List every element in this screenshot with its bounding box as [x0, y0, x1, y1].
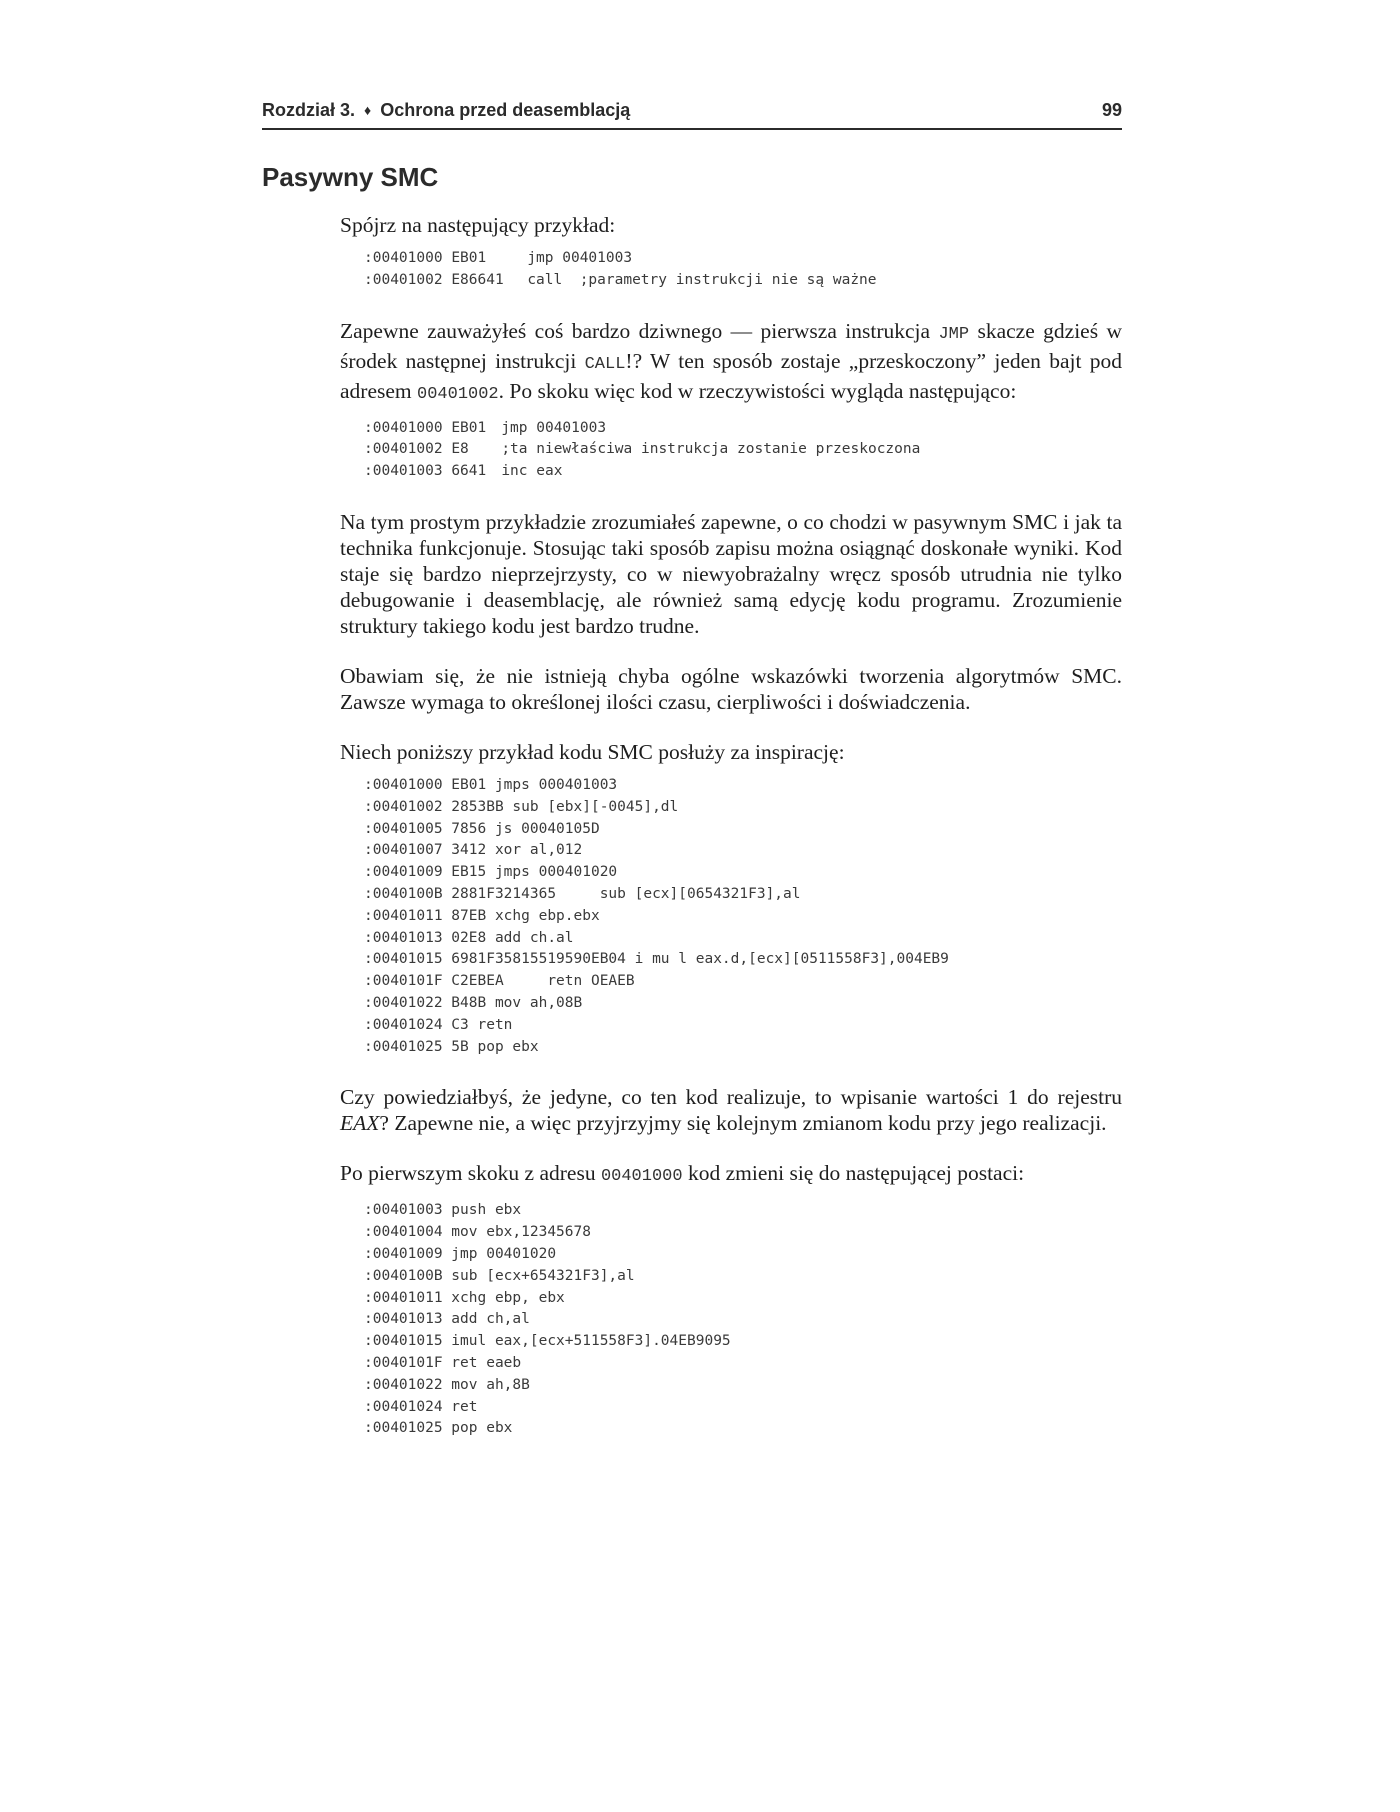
register-name: EAX [340, 1111, 380, 1136]
code-line: :00401004 mov ebx,12345678 [364, 1224, 591, 1241]
diamond-separator-icon: ♦ [364, 102, 372, 118]
running-header [262, 98, 1122, 130]
code-block-2 [364, 418, 1122, 483]
paragraph-after-first-jump [340, 1160, 1122, 1190]
paragraph-smc-summary: Na tym prostym przykładzie zrozumiałeś zapewne, o co chodzi w pasywnym SMC i jak ta technika funkcjonuje. Stosując taki sposób zapisu można osiągnąć doskonałe wyniki. Kod staje się bardzo nieprzejrzysty, co w niewyobrażalny wręcz sposób utrudnia nie tylko debugowanie i deasemblację, ale również samą edycję kodu programu. Zrozumienie struktury takiego kodu jest bardzo trudne. [340, 509, 1122, 638]
code-line: :00401002 2853BB sub [ebx][-0045],dl [364, 798, 679, 815]
code-address: :00401000 [364, 250, 443, 266]
code-line: :0040101F ret eaeb [364, 1354, 522, 1371]
code-address: :00401000 [364, 419, 443, 436]
code-line: :00401011 xchg ebp, ebx [364, 1289, 565, 1306]
code-line: :00401005 7856 js 00040105D [364, 820, 600, 837]
code-line [364, 270, 1122, 292]
code-line [364, 248, 1122, 270]
page-body [340, 212, 1122, 1440]
code-block-3 [364, 775, 1122, 1058]
code-line: :00401022 B48B mov ah,08B [364, 994, 583, 1011]
code-line: :00401015 6981F35815519590EB04 i mu l eax.d,[ecx][0511558F3],004EB9 [364, 951, 949, 968]
code-instruction: ;ta niewłaściwa instrukcja zostanie przeskoczona [501, 441, 921, 458]
text-run: skacze gdzieś w środek następnej instrukcji [340, 318, 1123, 373]
code-line [364, 461, 1122, 483]
inline-code-address: 00401000 [600, 1167, 683, 1187]
code-opcode: EB01 [451, 419, 487, 436]
code-address: :00401002 [364, 271, 443, 288]
code-opcode: EB01 [451, 250, 487, 266]
code-line: :00401013 add ch,al [364, 1311, 530, 1328]
code-opcode: E86641 [451, 271, 504, 288]
code-line: :00401000 EB01 jmps 000401003 [364, 776, 618, 793]
page-number: 99 [1101, 100, 1122, 120]
paragraph-smc-example-intro: Niech poniższy przykład kodu SMC posłuży za inspirację: [340, 739, 845, 764]
code-line [364, 418, 1122, 440]
code-instruction: call ;parametry instrukcji nie są ważne [527, 271, 877, 288]
text-run: !? W ten sposób zostaje „przeskoczony” jeden bajt pod adresem [340, 348, 1122, 403]
code-line: :00401024 C3 retn [364, 1016, 513, 1033]
section-title: Pasywny SMC [262, 162, 439, 192]
code-instruction: jmp 00401003 [527, 250, 633, 266]
code-block-4 [364, 1200, 1122, 1440]
code-line: :00401007 3412 xor al,012 [364, 842, 583, 859]
code-line: :00401013 02E8 add ch.al [364, 929, 574, 946]
paragraph-jmp-explanation [340, 318, 1122, 408]
code-instruction: jmp 00401003 [501, 419, 607, 436]
chapter-number: Rozdział 3. [262, 100, 356, 120]
code-line: :00401009 EB15 jmps 000401020 [364, 864, 618, 881]
code-line: :00401009 jmp 00401020 [364, 1245, 557, 1262]
inline-code-call: CALL [584, 354, 626, 374]
text-run: ? Zapewne nie, a więc przyjrzyjmy się kolejnym zmianom kodu przy jego realizacji. [379, 1111, 1107, 1136]
code-instruction: inc eax [501, 463, 563, 480]
paragraph-eax-question [340, 1084, 1122, 1136]
code-block-1 [364, 248, 1122, 292]
text-run: kod zmieni się do następującej postaci: [682, 1161, 1025, 1186]
code-line: :00401024 ret [364, 1398, 478, 1415]
code-line: :00401022 mov ah,8B [364, 1376, 530, 1393]
chapter-name: Ochrona przed deasemblacją [380, 100, 631, 120]
text-run: Zapewne zauważyłeś coś bardzo dziwnego — pierwsza instrukcja [340, 318, 939, 343]
code-opcode: 6641 [451, 463, 487, 480]
code-address: :00401003 [364, 463, 443, 480]
code-line [364, 439, 1122, 461]
chapter-title [262, 100, 630, 121]
code-line: :00401025 pop ebx [364, 1420, 513, 1437]
code-opcode: E8 [451, 441, 469, 458]
code-line: :00401025 5B pop ebx [364, 1038, 539, 1055]
text-run: . Po skoku więc kod w rzeczywistości wygląda następująco: [498, 378, 1017, 403]
code-line: :00401011 87EB xchg ebp.ebx [364, 907, 600, 924]
inline-code-jmp: JMP [938, 324, 970, 344]
code-line: :0040101F C2EBEA retn OEAEB [364, 973, 635, 990]
code-line: :0040100B 2881F3214365 sub [ecx][0654321F3],al [364, 885, 801, 902]
text-run: Po pierwszym skoku z adresu [340, 1161, 601, 1186]
code-line: :00401015 imul eax,[ecx+511558F3].04EB9095 [364, 1333, 731, 1350]
code-line: :0040100B sub [ecx+654321F3],al [364, 1267, 635, 1284]
inline-code-address: 00401002 [417, 384, 499, 404]
paragraph-intro: Spójrz na następujący przykład: [340, 213, 616, 237]
code-address: :00401002 [364, 441, 443, 458]
text-run: Czy powiedziałbyś, że jedyne, co ten kod realizuje, to wpisanie wartości 1 do rejestru [340, 1085, 1122, 1110]
code-line: :00401003 push ebx [364, 1202, 522, 1219]
paragraph-smc-guidelines: Obawiam się, że nie istnieją chyba ogólne wskazówki tworzenia algorytmów SMC. Zawsze wymaga to określonej ilości czasu, cierpliwości i doświadczenia. [340, 663, 1122, 714]
